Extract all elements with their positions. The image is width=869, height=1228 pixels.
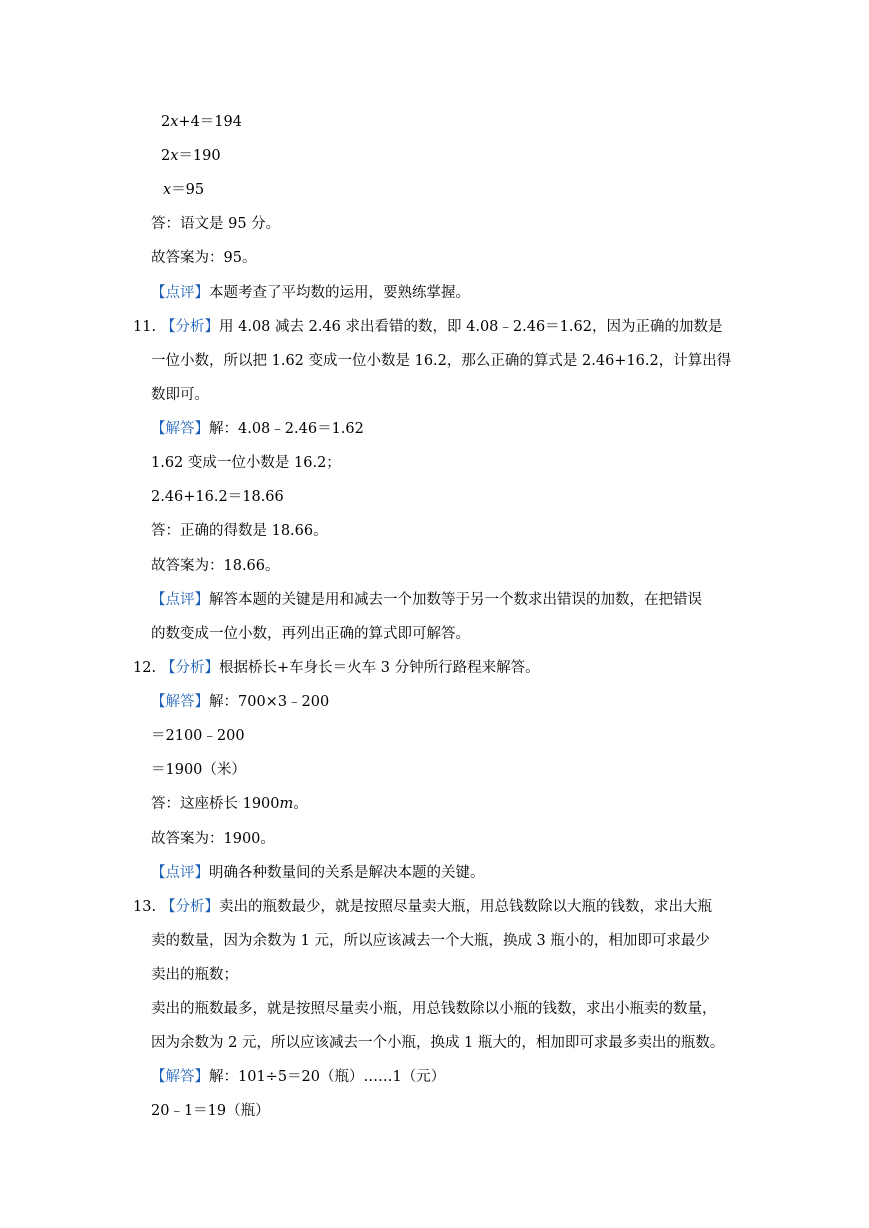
q11-step-2: 2.46+16.2＝18.66 bbox=[151, 489, 284, 505]
solution-tag: 【解答】 bbox=[151, 694, 209, 710]
q13-analysis-line-2: 卖的数量，因为余数为 1 元，所以应该减去一个大瓶，换成 3 瓶小的，相加即可求最少 bbox=[151, 933, 710, 949]
q12-comment-line: 【点评】明确各种数量间的关系是解决本题的关键。 bbox=[151, 865, 485, 881]
equation-line-2: 2x＝190 bbox=[161, 148, 221, 164]
q11-analysis-line-1: 【分析】用 4.08 减去 2.46 求出看错的数，即 4.08﹣2.46＝1.62，因为正确的加数是 bbox=[161, 319, 723, 335]
q11-step-1: 1.62 变成一位小数是 16.2； bbox=[151, 455, 341, 471]
q12-solution-line: 【解答】解：700×3﹣200 bbox=[151, 694, 330, 710]
comment-tag: 【点评】 bbox=[151, 592, 209, 608]
q11-comment-line-1: 【点评】解答本题的关键是用和减去一个加数等于另一个数求出错误的加数，在把错误 bbox=[151, 592, 702, 608]
q13-analysis-line-1: 【分析】卖出的瓶数最少，就是按照尽量卖大瓶，用总钱数除以大瓶的钱数，求出大瓶 bbox=[161, 899, 712, 915]
solution-tag: 【解答】 bbox=[151, 1069, 209, 1085]
q13-analysis-line-4: 卖出的瓶数最多，就是按照尽量卖小瓶，用总钱数除以小瓶的钱数，求出小瓶卖的数量， bbox=[151, 1001, 717, 1017]
q11-analysis-line-3: 数即可。 bbox=[151, 387, 209, 403]
q11-answer-line: 答：正确的得数是 18.66。 bbox=[151, 523, 328, 539]
q11-solution-line: 【解答】解：4.08﹣2.46＝1.62 bbox=[151, 421, 364, 437]
q12-step-1: ＝2100﹣200 bbox=[151, 728, 245, 744]
analysis-tag: 【分析】 bbox=[161, 660, 219, 676]
q13-step-1: 20﹣1＝19（瓶） bbox=[151, 1103, 270, 1119]
answer-line: 答：语文是 95 分。 bbox=[151, 216, 281, 232]
final-answer-line: 故答案为：95。 bbox=[151, 250, 257, 266]
q11-final-answer-line: 故答案为：18.66。 bbox=[151, 558, 280, 574]
analysis-tag: 【分析】 bbox=[161, 899, 219, 915]
comment-line: 【点评】本题考查了平均数的运用，要熟练掌握。 bbox=[151, 285, 470, 301]
equation-line-1: 2x+4＝194 bbox=[161, 114, 242, 130]
q12-answer-line: 答：这座桥长 1900m。 bbox=[151, 796, 308, 812]
question-number-12: 12. bbox=[133, 660, 157, 676]
solution-tag: 【解答】 bbox=[151, 421, 209, 437]
analysis-tag: 【分析】 bbox=[161, 319, 219, 335]
q11-analysis-line-2: 一位小数，所以把 1.62 变成一位小数是 16.2，那么正确的算式是 2.46+16.2，计算出得 bbox=[151, 353, 732, 369]
question-number-13: 13. bbox=[133, 899, 157, 915]
question-number-11: 11. bbox=[133, 319, 157, 335]
q11-comment-line-2: 的数变成一位小数，再列出正确的算式即可解答。 bbox=[151, 626, 470, 642]
comment-tag: 【点评】 bbox=[151, 865, 209, 881]
q13-solution-line: 【解答】解：101÷5＝20（瓶）……1（元） bbox=[151, 1069, 446, 1085]
q13-analysis-line-3: 卖出的瓶数； bbox=[151, 967, 238, 983]
q12-step-2: ＝1900（米） bbox=[151, 762, 246, 778]
equation-line-3: x＝95 bbox=[163, 182, 205, 198]
q13-analysis-line-5: 因为余数为 2 元，所以应该减去一个小瓶，换成 1 瓶大的，相加即可求最多卖出的瓶数。 bbox=[151, 1035, 725, 1051]
q12-final-answer-line: 故答案为：1900。 bbox=[151, 831, 275, 847]
comment-tag: 【点评】 bbox=[151, 285, 209, 301]
q12-analysis-line: 【分析】根据桥长+车身长＝火车 3 分钟所行路程来解答。 bbox=[161, 660, 540, 676]
